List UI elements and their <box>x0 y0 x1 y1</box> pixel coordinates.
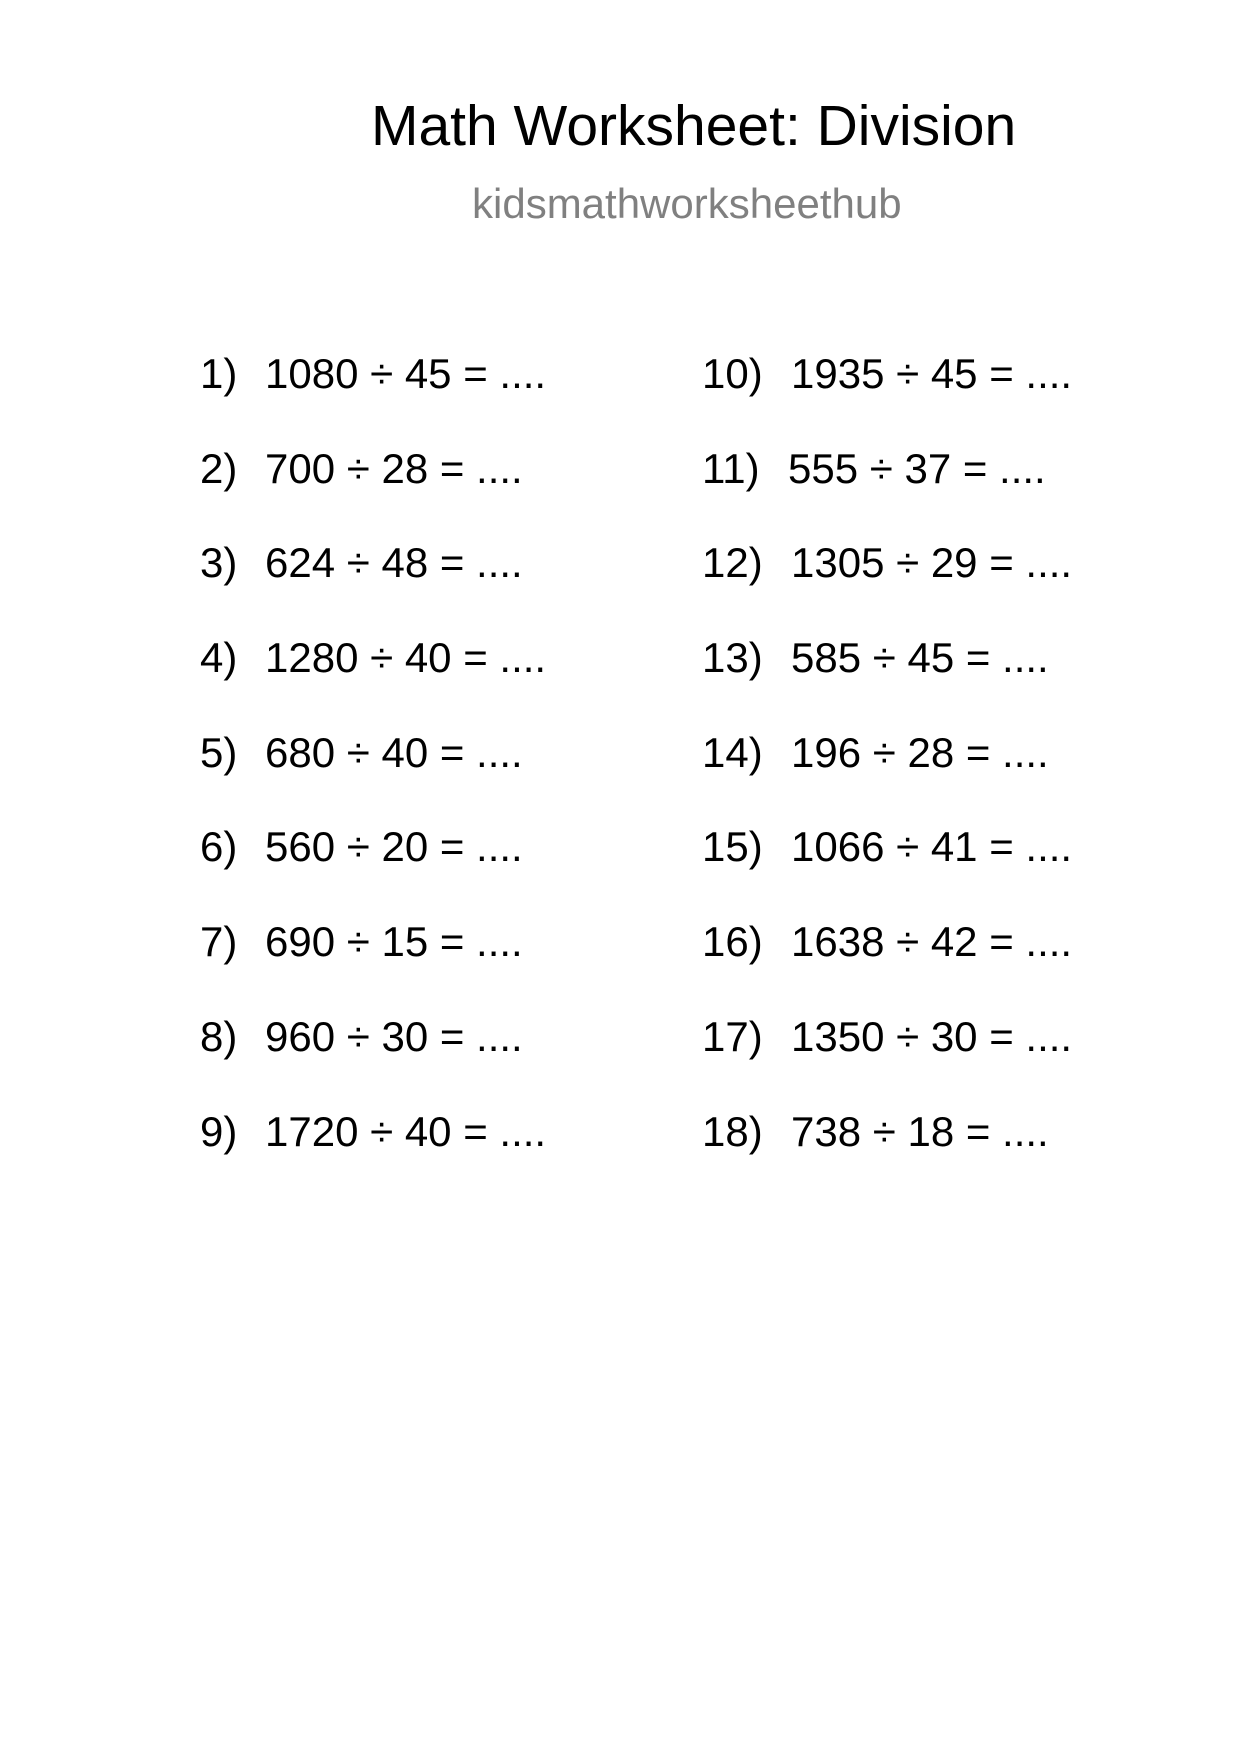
problem-item <box>200 634 547 732</box>
page-subtitle: kidsmathworksheethub <box>472 180 902 227</box>
problem-number: 18) <box>702 1107 763 1155</box>
problem-item <box>702 918 1073 1016</box>
problem-column-left <box>200 350 547 1205</box>
problem-expression: 624 ÷ 48 = .... <box>265 539 523 587</box>
problem-item <box>702 444 1072 543</box>
problem-item <box>200 444 546 543</box>
problem-column-right <box>702 350 1073 1205</box>
problem-number: 8) <box>200 1012 238 1060</box>
problem-number: 13) <box>702 634 763 682</box>
problem-number: 11) <box>702 444 760 492</box>
problem-number: 2) <box>200 444 238 492</box>
problem-number: 17) <box>702 1012 763 1060</box>
problem-item <box>200 1107 547 1206</box>
problem-number: 12) <box>702 539 763 587</box>
problem-item <box>702 728 1072 827</box>
problem-expression: 1935 ÷ 45 = .... <box>791 350 1073 397</box>
problem-expression: 1638 ÷ 42 = .... <box>791 918 1073 966</box>
problem-item <box>200 823 546 921</box>
problem-number: 7) <box>200 918 238 966</box>
problem-item <box>200 350 547 448</box>
problem-number: 10) <box>702 350 763 397</box>
problem-number: 9) <box>200 1107 238 1155</box>
problem-item <box>702 634 1072 732</box>
problem-number: 5) <box>200 728 238 776</box>
problem-item <box>702 350 1073 448</box>
problem-item <box>702 1107 1072 1206</box>
problem-item <box>702 1012 1073 1111</box>
problem-expression: 196 ÷ 28 = .... <box>791 728 1049 776</box>
problem-number: 1) <box>200 350 238 397</box>
problem-expression: 1350 ÷ 30 = .... <box>791 1012 1073 1060</box>
problem-item <box>702 823 1073 921</box>
problem-expression: 738 ÷ 18 = .... <box>791 1107 1049 1155</box>
problem-expression: 1305 ÷ 29 = .... <box>791 539 1073 587</box>
problem-expression: 1080 ÷ 45 = .... <box>265 350 547 397</box>
problem-expression: 555 ÷ 37 = .... <box>788 444 1046 492</box>
problem-number: 16) <box>702 918 763 966</box>
problem-number: 6) <box>200 823 238 871</box>
problem-item <box>200 539 546 637</box>
problem-expression: 960 ÷ 30 = .... <box>265 1012 523 1060</box>
problem-number: 4) <box>200 634 238 682</box>
problem-item <box>200 1012 546 1111</box>
problem-expression: 1280 ÷ 40 = .... <box>265 634 547 682</box>
problem-expression: 585 ÷ 45 = .... <box>791 634 1049 682</box>
problem-number: 3) <box>200 539 238 587</box>
problem-item <box>200 918 546 1016</box>
problem-expression: 1720 ÷ 40 = .... <box>265 1107 547 1155</box>
problem-expression: 1066 ÷ 41 = .... <box>791 823 1073 871</box>
problem-expression: 680 ÷ 40 = .... <box>265 728 523 776</box>
problem-expression: 700 ÷ 28 = .... <box>265 444 523 492</box>
problem-expression: 690 ÷ 15 = .... <box>265 918 523 966</box>
problem-item <box>702 539 1073 637</box>
problem-item <box>200 728 546 827</box>
problem-number: 14) <box>702 728 763 776</box>
page-title: Math Worksheet: Division <box>371 94 1017 158</box>
problem-expression: 560 ÷ 20 = .... <box>265 823 523 871</box>
problem-number: 15) <box>702 823 763 871</box>
